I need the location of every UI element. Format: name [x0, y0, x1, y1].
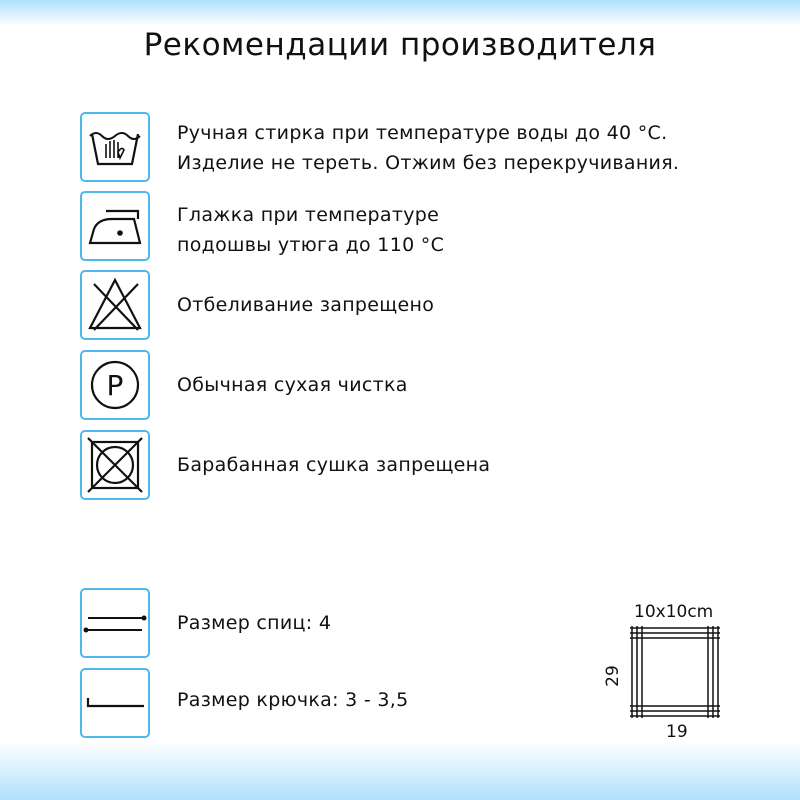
gauge-size-label: 10x10cm	[634, 602, 714, 622]
iron-one-dot-icon	[80, 191, 150, 261]
no-tumble-dry-icon	[80, 430, 150, 500]
care-text-no-bleach: Отбеливание запрещено	[177, 294, 435, 316]
dry-clean-p-icon	[80, 350, 150, 420]
care-line: Ручная стирка при температуре воды до 40 °С.	[177, 122, 668, 144]
gauge-swatch	[602, 602, 736, 742]
hand-wash-icon	[80, 112, 150, 182]
crochet-hook-icon	[80, 668, 150, 738]
gauge-swatch-icon	[628, 624, 722, 720]
care-text-hand-wash	[177, 118, 679, 178]
page-title: Рекомендации производителя	[143, 27, 657, 63]
gauge-stitches-label: 19	[666, 722, 688, 742]
tool-text-hook: Размер крючка: 3 - 3,5	[177, 689, 409, 711]
care-line: Глажка при температуре	[177, 204, 440, 226]
care-line: подошвы утюга до 110 °С	[177, 234, 445, 256]
care-text-dry-clean: Обычная сухая чистка	[177, 374, 408, 396]
knitting-needles-icon	[80, 588, 150, 658]
care-text-no-tumble-dry: Барабанная сушка запрещена	[177, 454, 491, 476]
gauge-rows-label: 29	[602, 665, 623, 687]
care-line: Изделие не тереть. Отжим без перекручивания.	[177, 152, 680, 174]
tool-text-needles: Размер спиц: 4	[177, 612, 332, 634]
no-bleach-icon	[80, 270, 150, 340]
care-text-iron	[177, 200, 444, 260]
svg-text:P: P	[106, 369, 124, 402]
